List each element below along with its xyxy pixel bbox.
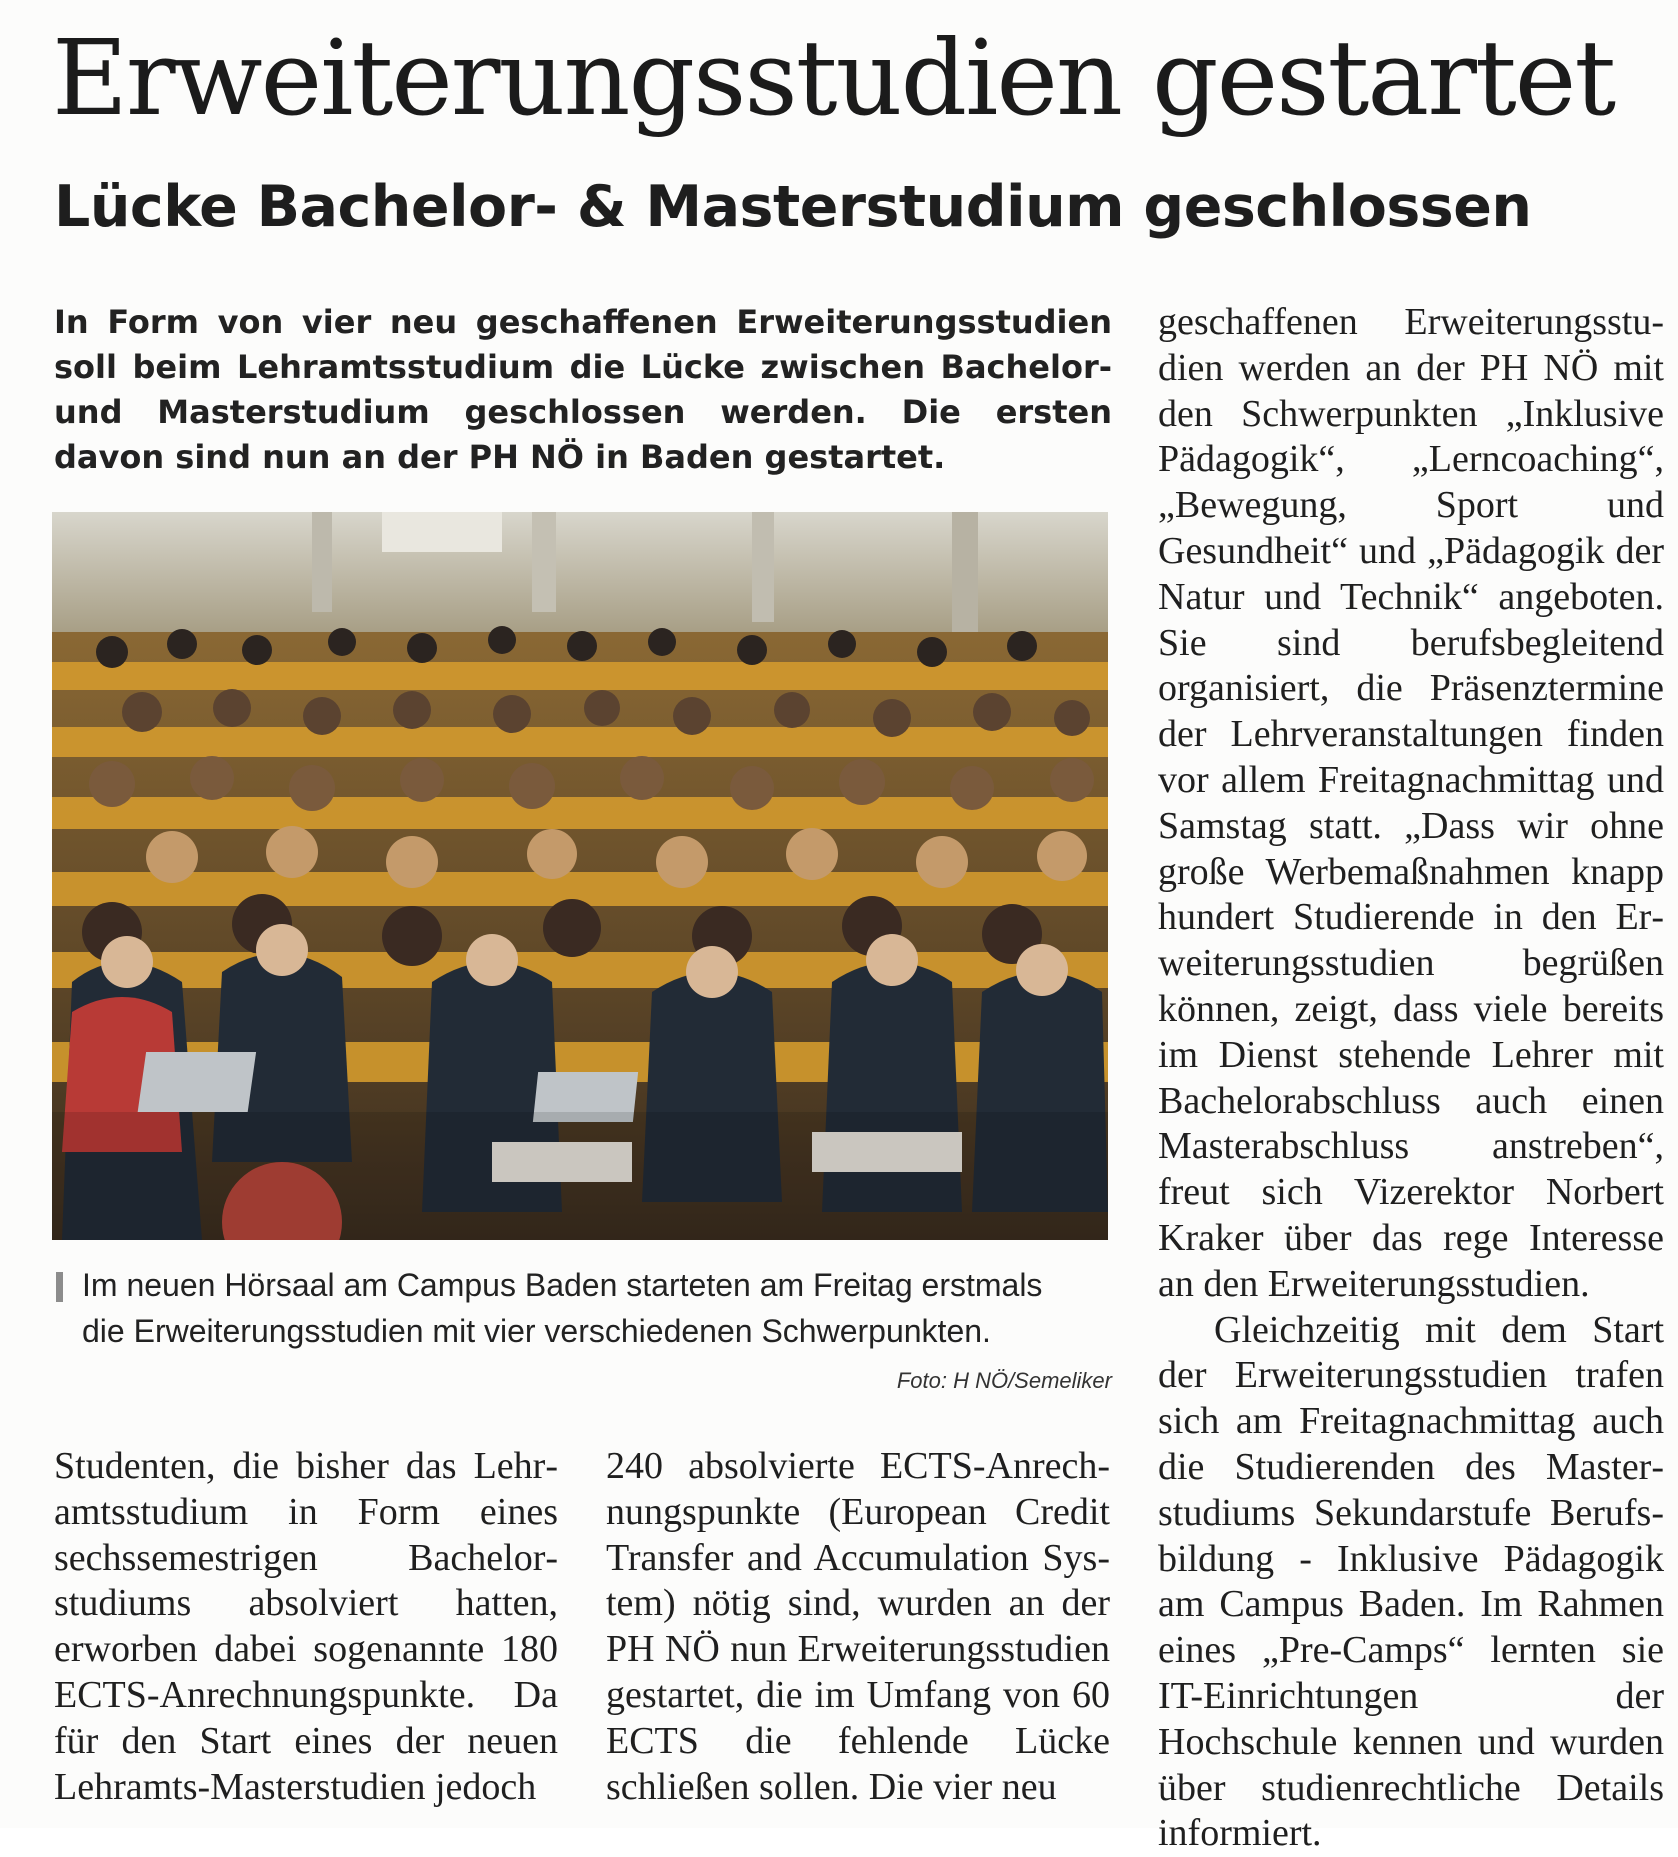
body-paragraph: Gleichzeitig mit dem Start der Erweiterungsstudien trafen sich am Freitagnachmittag auch die Studierenden des Masterstudiums Sekundarstufe Berufsbildung - Inklusive Pädagogik am Campus Baden. Im Rahmen eines „Pre-Camps“ lernten sie IT-Einrichtungen der Hochschule kennen und wurden über studienrechtliche Details informiert. [1158, 1308, 1664, 1855]
body-column-3 [1158, 300, 1664, 1857]
headline: Erweiterungsstudien gestartet [52, 17, 1615, 139]
caption-marker [56, 1272, 63, 1302]
caption-text: Im neuen Hörsaal am Campus Baden starteten am Freitag erstmals die Erweiterungsstudien mit vier verschiedenen Schwerpunkten. [82, 1267, 1043, 1349]
subheadline: Lücke Bachelor- & Masterstudium geschlossen [54, 174, 1532, 240]
lead-paragraph: In Form von vier neu geschaffenen Erweiterungsstudien soll beim Lehramtsstudium die Lücke zwischen Bachelor- und Masterstudium geschlossen werden. Die ersten davon sind nun an der PH NÖ in Baden gestartet. [54, 303, 1112, 476]
body-column-2 [606, 1444, 1110, 1810]
photo-credit: Foto: H NÖ/Semeliker [896, 1368, 1112, 1393]
body-column-1 [54, 1444, 558, 1810]
body-paragraph: Studenten, die bisher das Lehramtsstudium in Form eines sechssemestrigen Bachelorstudiums absolviert hatten, erworben dabei sogenannte 180 ECTS-Anrechnungspunkte. Da für den Start eines der neuen Lehramts-Masterstudien jedoch [54, 1445, 558, 1808]
body-paragraph: geschaffenen Erweiterungsstudien werden an der PH NÖ mit den Schwerpunkten „Inklusive Pädagogik“, „Lerncoaching“, „Bewegung, Sport und Gesundheit“ und „Pädagogik der Natur und Technik“ angeboten. Sie sind berufsbegleitend organisiert, die Präsenztermine der Lehrveranstaltungen finden vor allem Freitagnachmittag und Samstag statt. „Dass wir ohne große Werbemaßnahmen knapp hundert Studierende in den Erweiterungsstudien begrüßen können, zeigt, dass viele bereits im Dienst stehende Lehrer mit Bachelorabschluss auch einen Masterabschluss anstreben“, freut sich Vizerektor Norbert Kraker über das rege Interesse an den Erweiterungsstudien. [1158, 301, 1664, 1305]
body-paragraph: 240 absolvierte ECTS-Anrechnungspunkte (European Credit Transfer and Accumulation System) nötig sind, wurden an der PH NÖ nun Erweiterungsstudien gestartet, die im Umfang von 60 ECTS die fehlende Lücke schließen sollen. Die vier neu [606, 1445, 1110, 1808]
photo-caption [54, 1262, 1114, 1402]
lecture-hall-photo [52, 512, 1108, 1240]
